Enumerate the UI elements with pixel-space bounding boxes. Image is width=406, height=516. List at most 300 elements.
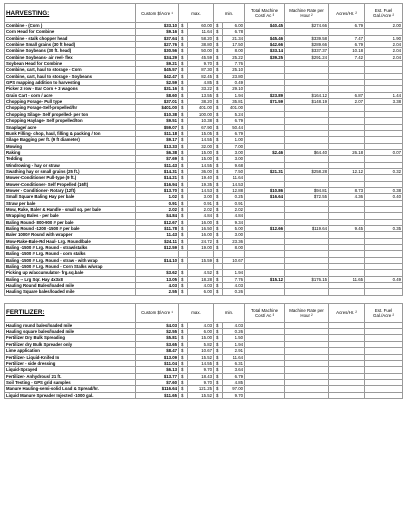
min-value: 1.94	[223, 92, 245, 98]
custom-rate: $11.65	[136, 392, 179, 398]
max-value: 87.30	[188, 67, 214, 73]
max-value: 16.00	[188, 219, 214, 225]
acres-per-hour: 4.36	[329, 194, 365, 200]
custom-rate: $14.10	[136, 257, 179, 263]
max-value: 15.00	[188, 335, 214, 341]
header-total-cost: Total Machine Cost/ Ac ³	[245, 303, 285, 322]
min-value: 0.25	[223, 194, 245, 200]
max-value: 19.40	[188, 175, 214, 181]
min-currency: $	[214, 118, 223, 124]
min-currency: $	[214, 137, 223, 143]
operation-name: Chopping Forage- Pull type	[5, 99, 136, 105]
min-currency: $	[214, 200, 223, 206]
max-currency: $	[179, 270, 188, 276]
custom-rate: $12.59	[136, 245, 179, 251]
custom-rate: $14.31	[136, 168, 179, 174]
acres-per-hour: 6.87	[329, 92, 365, 98]
total-machine-cost	[245, 392, 285, 398]
custom-rate: $4.03	[136, 322, 179, 328]
min-currency: $	[214, 283, 223, 289]
min-value: 8.00	[223, 245, 245, 251]
min-value: 4.03	[223, 322, 245, 328]
min-value: 401.00	[223, 105, 245, 111]
operation-name: Fertilizer dry Bulk Spreader only	[5, 341, 136, 347]
operation-name: Combine Soybeans (30 ft. head)	[5, 48, 136, 54]
acres-per-hour: 6.79	[329, 23, 365, 29]
custom-rate: $33.10	[136, 23, 179, 29]
min-value: 10.67	[223, 257, 245, 263]
max-currency: $	[179, 373, 188, 379]
operation-name: Windrowing - hay or straw	[5, 162, 136, 168]
custom-rate: $4.84	[136, 213, 179, 219]
min-value: 1.00	[223, 137, 245, 143]
header-total-cost: Total Machine Cost/ Ac ³	[245, 4, 285, 23]
custom-rate: 2.02	[136, 206, 179, 212]
min-value: 6.79	[223, 373, 245, 379]
fuel-per-acre: 0.40	[365, 194, 403, 200]
operation-name: Bunk Filling- chop, haul, filling & packing / ton	[5, 130, 136, 136]
min-currency: $	[214, 48, 223, 54]
header-machine-rate: Machine Rate per Hour ²	[285, 4, 329, 23]
custom-rate: 13.05	[136, 276, 179, 282]
fuel-per-acre: 0.49	[365, 276, 403, 282]
max-value: 14.53	[188, 187, 214, 193]
min-value: 50.44	[223, 124, 245, 130]
machine-rate	[285, 392, 329, 398]
acres-per-hour: 2.07	[329, 99, 365, 105]
min-currency: $	[214, 322, 223, 328]
operation-name: Baling Round -1200 -1500 # per bale	[5, 226, 136, 232]
min-currency: $	[214, 354, 223, 360]
custom-rate: $11.78	[136, 226, 179, 232]
min-value: 17.50	[223, 42, 245, 48]
max-currency: $	[179, 130, 188, 136]
operation-name: Fertilizer- Liquid-Knifed In	[5, 354, 136, 360]
machine-rate: $291.24	[285, 54, 329, 60]
fuel-per-acre	[365, 392, 403, 398]
max-value: 121.25	[188, 386, 214, 392]
total-machine-cost: $21.31	[245, 168, 285, 174]
custom-rate: $37.64	[136, 35, 179, 41]
custom-rate: $45.57	[136, 67, 179, 73]
max-currency: $	[179, 54, 188, 60]
max-currency: $	[179, 335, 188, 341]
total-machine-cost: $71.59	[245, 99, 285, 105]
operation-name: Soybean Head for Combine	[5, 61, 136, 67]
fuel-per-acre: 0.38	[365, 187, 403, 193]
acres-per-hour: 10.18	[329, 48, 365, 54]
custom-rate: $16.94	[136, 181, 179, 187]
section-header-row	[5, 4, 403, 23]
max-currency: $	[179, 137, 188, 143]
machine-rate: $258.28	[285, 168, 329, 174]
acres-per-hour: 8.73	[329, 187, 365, 193]
fuel-per-acre: 3.38	[365, 99, 403, 105]
operation-name: Hauling square bales/loaded mile	[5, 329, 136, 335]
total-machine-cost: $2.46	[245, 149, 285, 155]
operation-name: Combine, cart, haul to storage - Soybeans	[5, 73, 136, 79]
operation-name: Baling Round- 800-900 # per bale	[5, 219, 136, 225]
fuel-per-acre: 2.04	[365, 54, 403, 60]
operation-name: Baler 1000# Round with wrapper	[5, 232, 136, 238]
custom-rate: $34.29	[136, 54, 179, 60]
min-currency: $	[214, 335, 223, 341]
min-value: 2.02	[223, 206, 245, 212]
max-value: 11.64	[188, 29, 214, 35]
min-value: 3.00	[223, 149, 245, 155]
min-currency: $	[214, 379, 223, 385]
max-value: 3.00	[188, 194, 214, 200]
max-currency: $	[179, 118, 188, 124]
machine-rate: $148.19	[285, 99, 329, 105]
max-currency: $	[179, 289, 188, 295]
section-spacer	[5, 295, 403, 303]
max-currency: $	[179, 386, 188, 392]
min-currency: $	[214, 289, 223, 295]
max-value: 16.50	[188, 226, 214, 232]
operation-name: Swathing hay or small grains (25 ft.)	[5, 168, 136, 174]
max-value: 60.00	[188, 23, 214, 29]
min-value: 0.26	[223, 329, 245, 335]
fuel-per-acre: 2.04	[365, 48, 403, 54]
custom-rate: $7.69	[136, 156, 179, 162]
operation-name: Baling -1500 # Lrg. Round - straw - with wrap	[5, 257, 136, 263]
max-currency: $	[179, 149, 188, 155]
operation-name: Baling -- Lrg Sqr. Hay 4x3x8	[5, 276, 136, 282]
min-currency: $	[214, 105, 223, 111]
min-value: 6.78	[223, 29, 245, 35]
operation-name: Hauling round bales/loaded mile	[5, 322, 136, 328]
custom-rate: $3.65	[136, 341, 179, 347]
header-custom-rate: Custom $/Acre ¹	[136, 303, 179, 322]
min-currency: $	[214, 276, 223, 282]
max-currency: $	[179, 194, 188, 200]
max-currency: $	[179, 348, 188, 354]
min-value: 5.00	[223, 226, 245, 232]
max-currency: $	[179, 105, 188, 111]
operation-name: Combine - (Corn )	[5, 23, 136, 29]
custom-rate: $8.60	[136, 92, 179, 98]
max-value: 15.59	[188, 257, 214, 263]
max-currency: $	[179, 392, 188, 398]
max-value: 18.43	[188, 373, 214, 379]
max-currency: $	[179, 80, 188, 86]
max-currency: $	[179, 206, 188, 212]
custom-rate: $2.55	[136, 329, 179, 335]
header-max: max.	[179, 4, 214, 23]
max-value: 10.38	[188, 118, 214, 124]
max-value: 58.20	[188, 35, 214, 41]
operation-name: Fertilizer - side dressing	[5, 360, 136, 366]
acres-per-hour: 7.42	[329, 54, 365, 60]
max-value: 15.05	[188, 130, 214, 136]
max-currency: $	[179, 245, 188, 251]
max-value: 15.52	[188, 392, 214, 398]
operation-name: Mowing	[5, 143, 136, 149]
custom-rate: 1.02	[136, 194, 179, 200]
min-currency: $	[214, 162, 223, 168]
operation-name: Straw per bale	[5, 200, 136, 206]
max-currency: $	[179, 283, 188, 289]
operation-name: Combine Small grains (30 ft head)	[5, 42, 136, 48]
operation-name: Baling -1500 # Lrg. Round - straw/stalks	[5, 245, 136, 251]
min-currency: $	[214, 226, 223, 232]
max-value: 4.85	[188, 80, 214, 86]
max-currency: $	[179, 200, 188, 206]
max-currency: $	[179, 367, 188, 373]
operation-name: GPS mapping addition to harvesting	[5, 80, 136, 86]
fuel-per-acre: 0.07	[365, 149, 403, 155]
operation-name: Mow-Rake-Bale-Rd Haul- Lrg. Round/bale	[5, 238, 136, 244]
max-value: 13.55	[188, 92, 214, 98]
custom-rate: 11.43	[136, 232, 179, 238]
min-value: 3.00	[223, 156, 245, 162]
acres-per-hour: 11.65	[329, 276, 365, 282]
max-currency: $	[179, 124, 188, 130]
operation-name: Baling -1500 # Lrg. Round - Corn Stalks w/wrap	[5, 264, 136, 270]
max-currency: $	[179, 35, 188, 41]
max-currency: $	[179, 143, 188, 149]
min-value: 14.53	[223, 181, 245, 187]
min-value: 6.79	[223, 130, 245, 136]
min-currency: $	[214, 257, 223, 263]
max-value: 19.00	[188, 245, 214, 251]
max-value: 6.00	[188, 329, 214, 335]
custom-rate: $5.81	[136, 335, 179, 341]
machine-rate: $119.64	[285, 226, 329, 232]
total-machine-cost: $10.86	[245, 187, 285, 193]
operation-name: Picker 2 row - Ear Corn + 3 wagons	[5, 86, 136, 92]
max-value: 38.80	[188, 42, 214, 48]
machine-rate: $274.66	[285, 23, 329, 29]
min-value: 4.84	[223, 213, 245, 219]
min-currency: $	[214, 245, 223, 251]
custom-rate: $24.11	[136, 238, 179, 244]
operation-name: Small Square Baling Hay per bale	[5, 194, 136, 200]
custom-rate: $9.16	[136, 29, 179, 35]
operation-name: Mower - Conditioner- Rotary (12ft)	[5, 187, 136, 193]
machine-rate: $289.66	[285, 42, 329, 48]
custom-rate: $31.16	[136, 86, 179, 92]
custom-rate: $27.76	[136, 42, 179, 48]
min-currency: $	[214, 194, 223, 200]
min-value: 2.91	[223, 348, 245, 354]
custom-rate: $116.64	[136, 386, 179, 392]
custom-rate: $9.51	[136, 118, 179, 124]
min-currency: $	[214, 35, 223, 41]
min-value: 29.10	[223, 86, 245, 92]
max-currency: $	[179, 156, 188, 162]
custom-rate: $6.38	[136, 149, 179, 155]
section-header-row	[5, 303, 403, 322]
max-value: 9.70	[188, 379, 214, 385]
max-currency: $	[179, 322, 188, 328]
total-machine-cost: $40.45	[245, 23, 285, 29]
machine-rate: $164.12	[285, 92, 329, 98]
header-acres-per-hour: Acres/Hr. ²	[329, 303, 365, 322]
min-value: 3.64	[223, 367, 245, 373]
max-value: 2.02	[188, 206, 214, 212]
min-value: 0.91	[223, 200, 245, 206]
operation-name: Chopping Forage-Self-propelled/hr	[5, 105, 136, 111]
acres-per-hour: 6.79	[329, 42, 365, 48]
total-machine-cost: $45.46	[245, 35, 285, 41]
max-value: 4.03	[188, 322, 214, 328]
header-min: min.	[214, 303, 245, 322]
operation-name: Snaplage/ acre	[5, 124, 136, 130]
custom-rate: $9.21	[136, 61, 179, 67]
max-value: 9.70	[188, 61, 214, 67]
custom-rate: $3.62	[136, 270, 179, 276]
fuel-per-acre: 0.35	[365, 226, 403, 232]
operation-name: Hauling Round Bales/loaded mile	[5, 283, 136, 289]
operation-name: Hauling Square bales/loaded mile	[5, 289, 136, 295]
custom-rate: $59.07	[136, 124, 179, 130]
section-title: FERTILIZER:	[5, 303, 136, 322]
max-value: 16.00	[188, 232, 214, 238]
max-value: 0.91	[188, 200, 214, 206]
custom-rate: $12.67	[136, 219, 179, 225]
custom-rate: $11.04	[136, 360, 179, 366]
min-currency: $	[214, 86, 223, 92]
fuel-per-acre: 2.04	[365, 42, 403, 48]
max-value: 18.28	[188, 276, 214, 282]
max-value: 38.20	[188, 99, 214, 105]
min-currency: $	[214, 73, 223, 79]
min-currency: $	[214, 54, 223, 60]
min-value: 11.64	[223, 175, 245, 181]
spacer-cell	[5, 295, 403, 303]
min-currency: $	[214, 23, 223, 29]
max-currency: $	[179, 226, 188, 232]
custom-rate: $2.59	[136, 80, 179, 86]
fuel-per-acre: 0.32	[365, 168, 403, 174]
operation-name: Combine - stalk chopper head	[5, 35, 136, 41]
max-currency: $	[179, 354, 188, 360]
custom-rate: 2.55	[136, 289, 179, 295]
max-value: 33.22	[188, 86, 214, 92]
custom-rate: $13.70	[136, 187, 179, 193]
max-value: 32.00	[188, 143, 214, 149]
min-currency: $	[214, 156, 223, 162]
min-currency: $	[214, 61, 223, 67]
max-currency: $	[179, 42, 188, 48]
total-machine-cost: $16.64	[245, 194, 285, 200]
min-currency: $	[214, 360, 223, 366]
min-value: 7.00	[223, 143, 245, 149]
max-currency: $	[179, 73, 188, 79]
min-value: 1.94	[223, 270, 245, 276]
min-currency: $	[214, 124, 223, 130]
operation-name: Raking	[5, 149, 136, 155]
header-machine-rate: Machine Rate per Hour ²	[285, 303, 329, 322]
operation-name: Grain Cart - corn / acre	[5, 92, 136, 98]
machine-rate: $339.58	[285, 35, 329, 41]
min-value: 5.24	[223, 111, 245, 117]
header-fuel: Est. Fuel Gal./Acre ²	[365, 303, 403, 322]
max-value: 24.72	[188, 238, 214, 244]
min-currency: $	[214, 373, 223, 379]
min-value: 9.34	[223, 219, 245, 225]
header-min: min.	[214, 4, 245, 23]
min-currency: $	[214, 67, 223, 73]
total-machine-cost: $39.25	[245, 54, 285, 60]
max-value: 15.52	[188, 354, 214, 360]
operation-name: Mower-Conditioner Pull-type (9 ft.)	[5, 175, 136, 181]
fuel-per-acre: 1.44	[365, 92, 403, 98]
max-value: 100.00	[188, 111, 214, 117]
custom-rate: $13.77	[136, 373, 179, 379]
max-value: 15.00	[188, 149, 214, 155]
min-currency: $	[214, 367, 223, 373]
operation-name: Chopping Silage- Self propelled- per ton	[5, 111, 136, 117]
fuel-per-acre: 2.00	[365, 23, 403, 29]
machine-rate: $72.55	[285, 194, 329, 200]
min-currency: $	[214, 42, 223, 48]
total-machine-cost: $33.14	[245, 48, 285, 54]
rates-table-body	[5, 4, 403, 399]
header-acres-per-hour: Acres/Hr. ²	[329, 4, 365, 23]
max-currency: $	[179, 360, 188, 366]
custom-rate: 4.03	[136, 283, 179, 289]
operation-name: Soil Testing - GPS grid samples	[5, 379, 136, 385]
section-title: HARVESTING:	[5, 4, 136, 23]
max-currency: $	[179, 187, 188, 193]
min-currency: $	[214, 187, 223, 193]
total-machine-cost: $15.12	[245, 276, 285, 282]
min-currency: $	[214, 213, 223, 219]
min-value: 0.49	[223, 80, 245, 86]
machine-rate: $94.81	[285, 187, 329, 193]
operation-name: Combine Soybeans- air reel- flex	[5, 54, 136, 60]
min-value: 35.81	[223, 99, 245, 105]
min-currency: $	[214, 175, 223, 181]
header-fuel: Est. Fuel Gal./Acre ²	[365, 4, 403, 23]
acres-per-hour	[329, 392, 365, 398]
min-value: 11.64	[223, 354, 245, 360]
min-currency: $	[214, 29, 223, 35]
fuel-per-acre: 1.90	[365, 35, 403, 41]
operation-name: Corn Head for Combine	[5, 29, 136, 35]
max-currency: $	[179, 341, 188, 347]
max-currency: $	[179, 111, 188, 117]
custom-rate: $401.00	[136, 105, 179, 111]
min-value: 7.76	[223, 61, 245, 67]
custom-rate: $9.17	[136, 137, 179, 143]
max-currency: $	[179, 257, 188, 263]
min-currency: $	[214, 168, 223, 174]
min-value: 3.00	[223, 232, 245, 238]
custom-rate: $30.56	[136, 48, 179, 54]
total-machine-cost: $12.66	[245, 226, 285, 232]
custom-rate: $14.21	[136, 175, 179, 181]
acres-per-hour: 26.18	[329, 149, 365, 155]
operation-name: Manure Hauling-semi-solid Load & Spread/hr.	[5, 386, 136, 392]
min-currency: $	[214, 238, 223, 244]
header-max: max.	[179, 303, 214, 322]
min-value: 23.36	[223, 238, 245, 244]
max-value: 10.67	[188, 348, 214, 354]
min-currency: $	[214, 181, 223, 187]
max-currency: $	[179, 329, 188, 335]
min-value: 25.10	[223, 67, 245, 73]
max-currency: $	[179, 162, 188, 168]
acres-per-hour: 9.45	[329, 226, 365, 232]
min-currency: $	[214, 219, 223, 225]
max-value: 19.35	[188, 181, 214, 187]
operation-name: Picking up w/accumulator- frg.sq.bale	[5, 270, 136, 276]
min-value: 12.88	[223, 187, 245, 193]
